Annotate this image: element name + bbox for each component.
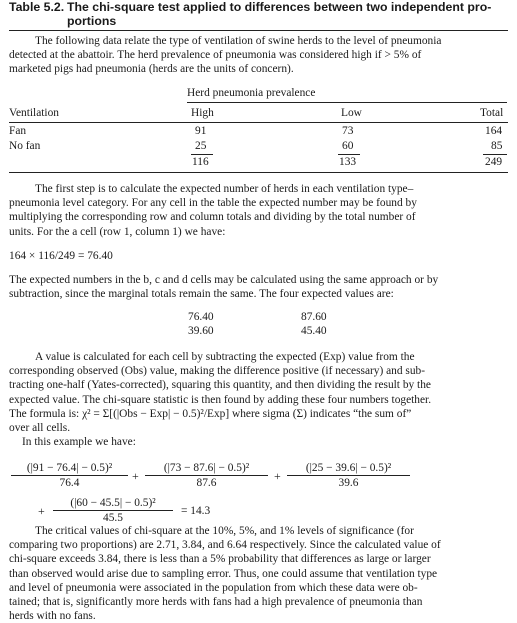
expected-d: 45.40 [301,325,327,337]
chi-term-2 [145,462,268,489]
method-line-2: corresponding observed (Obs) value, making the difference positive (if necessary) and sub- [9,365,426,378]
intro-line-1: The following data relate the type of ventilation of swine herds to the level of pneumonia [35,35,442,47]
conclusion-line-4: than observed would arise due to sampling error. Thus, one could assume that ventilation type [9,567,438,580]
total-all: 249 [485,156,503,168]
cell-fan-high: 91 [195,125,207,137]
total-low: 133 [339,156,357,168]
intro-line-2: detected at the abattoir. The herd prevalence of pneumonia was considered high if > 5% of [9,49,422,62]
method-line-1: A value is calculated for each cell by subtracting the expected (Exp) value from the [35,351,415,363]
sum-rule-high [191,154,213,155]
step1-paragraph [9,182,508,239]
expected-a: 76.40 [188,311,214,323]
title-rule [9,30,508,31]
expected-formula: 164 × 116/249 = 76.40 [9,250,113,262]
term4-denominator: 45.5 [103,512,123,524]
expected-line-2: subtraction, since the marginal totals remain the same. The four expected values are: [9,288,394,301]
group-header: Herd pneumonia prevalence [187,87,316,99]
row-header: Ventilation [9,107,59,119]
conclusion-line-7: herds with no fans. [9,610,96,623]
term3-denominator: 39.6 [338,477,359,489]
method-line-3: tracting one-half (Yates-corrected), squaring this quantity, and then dividing the result by the [9,379,431,392]
sum-rule-total [483,154,507,155]
group-header-rule [187,102,507,103]
plus-3: + [38,504,45,518]
step1-line-2: pneumonia level category. For any cell in the table the expected number may be found by [9,197,417,210]
intro-paragraph [9,34,508,77]
method-line-4: expected value. The chi-square statistic is then found by adding these four numbers together. [9,393,432,406]
conclusion-line-2: comparing two proportions) are 2.71, 3.84, and 6.64 respectively. Since the calculated value of [9,539,441,552]
expected-line-1: The expected numbers in the b, c and d cells may be calculated using the same approach or by [9,274,439,286]
step1-line-1: The first step is to calculate the expected number of herds in each ventilation type– [35,183,414,195]
expected-paragraph [9,273,508,301]
cell-nofan-total: 85 [491,140,503,152]
method-paragraph [9,350,508,449]
cell-fan-total: 164 [485,125,503,137]
conclusion-paragraph [9,524,508,623]
col-high-header: High [191,107,214,119]
conclusion-line-1: The critical values of chi-square at the 10%, 5%, and 1% levels of significance (for [35,525,414,537]
conclusion-line-6: tained; that is, significantly more herds with fans had a high prevalence of pneumonia than [9,596,423,609]
chi-term-3 [287,462,410,489]
term1-numerator: (|91 − 76.4| − 0.5)² [26,462,113,474]
table-label: Table 5.2. [9,0,65,14]
term3-numerator: (|25 − 39.6| − 0.5)² [305,462,392,474]
conclusion-line-3: chi-square exceeds 3.84, there is less than a 5% probability that differences as large or larger [9,553,431,566]
conclusion-line-5: and level of pneumonia were associated in the population from which these data were ob- [9,581,418,594]
term1-denominator: 76.4 [59,477,80,489]
expected-b: 87.60 [301,311,327,323]
total-high: 116 [192,156,209,168]
cell-nofan-low: 60 [342,140,354,152]
title-line-2: portions [67,13,117,28]
step1-line-3: multiplying the corresponding row and column totals and dividing by the total number of [9,211,416,224]
plus-2: + [274,469,281,483]
col-total-header: Total [480,107,504,119]
cell-nofan-high: 25 [195,140,207,152]
table-title [9,1,509,28]
term2-numerator: (|73 − 87.6| − 0.5)² [163,462,250,474]
title-line-1: The chi-square test applied to differences between two independent pro- [67,0,492,14]
method-line-7: In this example we have: [22,436,136,449]
step1-line-4: units. For the a cell (row 1, column 1) we have: [9,225,226,238]
row-label-fan: Fan [9,125,27,137]
sum-rule-low [338,154,360,155]
method-line-5: The formula is: χ² = Σ[(|Obs − Exp| − 0.5)²/Exp] where sigma (Σ) indicates “the sum of” [9,407,412,420]
method-line-6: over all cells. [9,422,71,435]
plus-1: + [132,469,139,483]
row-label-no-fan: No fan [9,140,41,152]
expected-c: 39.60 [188,325,214,337]
term4-numerator: (|60 − 45.5| − 0.5)² [70,497,156,509]
term2-denominator: 87.6 [196,477,217,489]
chi-term-1 [11,462,128,489]
intro-line-3: marketed pigs had pneumonia (herds are the units of concern). [9,63,294,76]
chi-term-4 [53,497,173,524]
col-low-header: Low [341,107,362,119]
table-bottom-rule [9,172,508,173]
chi-square-result: = 14.3 [181,505,211,517]
cell-fan-low: 73 [342,125,354,137]
header-rule [9,122,508,123]
